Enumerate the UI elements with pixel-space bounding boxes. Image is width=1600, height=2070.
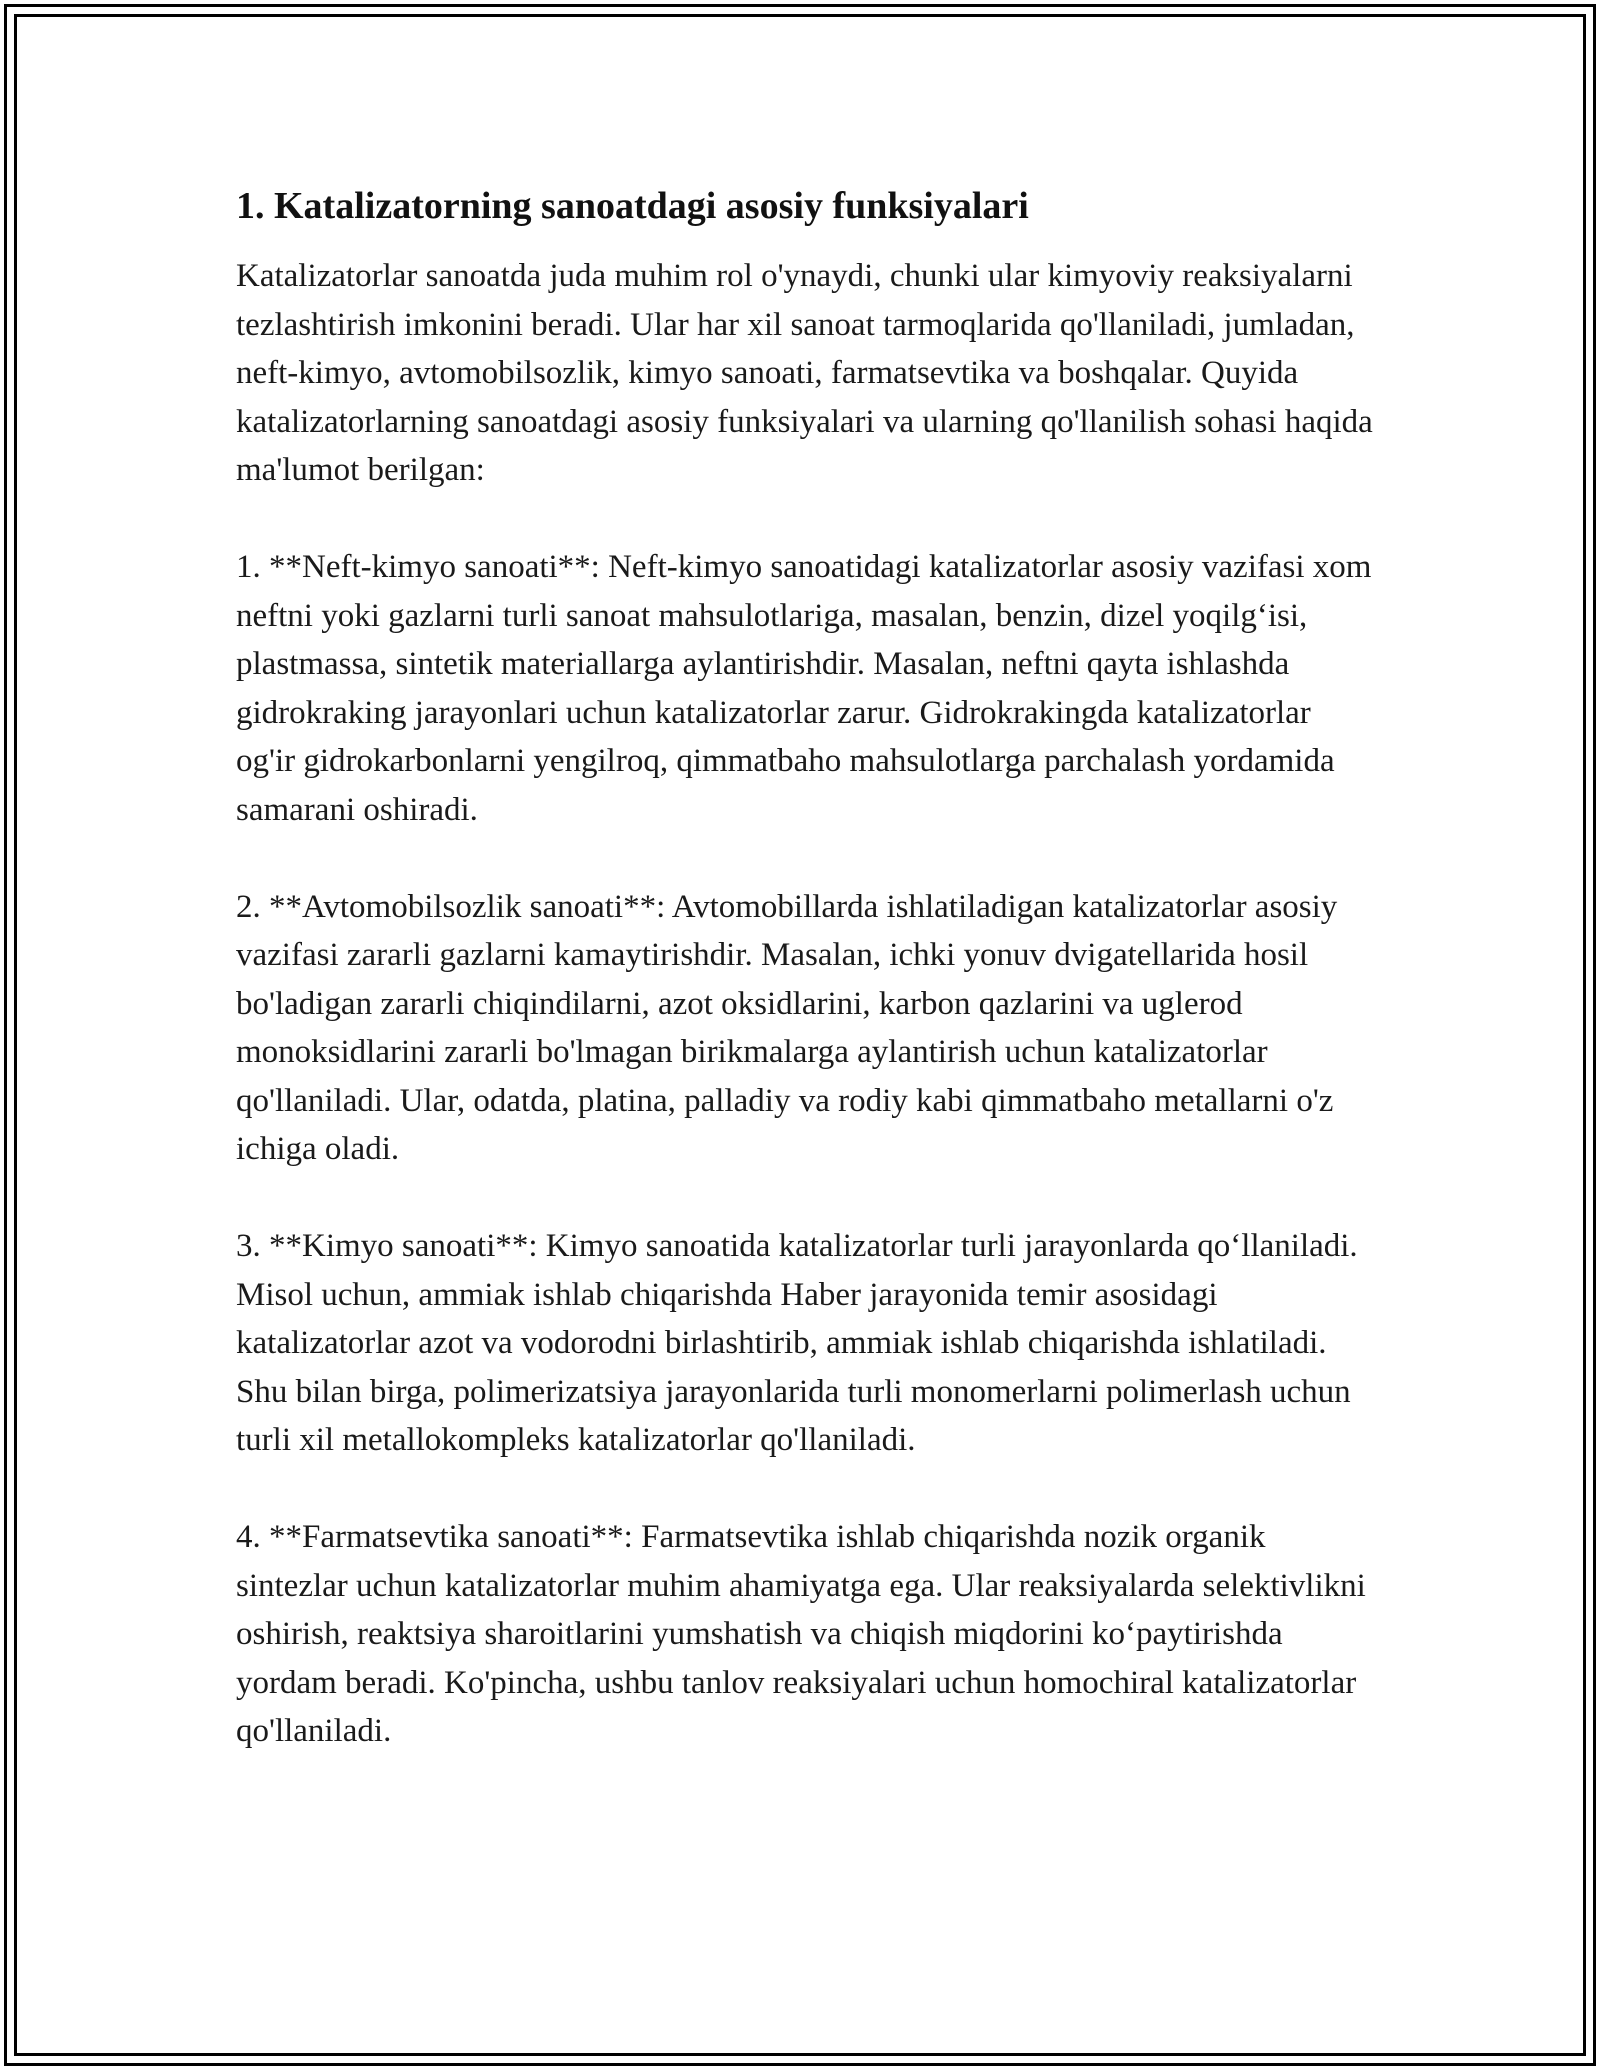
paragraph-chemical: 3. **Kimyo sanoati**: Kimyo sanoatida katalizatorlar turli jarayonlarda qo‘llaniladi. Misol uchun, ammiak ishlab chiqarishda Haber jarayonida temir asosidagi katalizatorlar azot va vodorodni birlashtirib, ammiak ishlab chiqarishda ishlatiladi. Shu bilan birga, polimerizatsiya jarayonlarida turli monomerlarni polimerlash uchun turli xil metallokompleks katalizatorlar qo'llaniladi. bbox=[236, 1228, 1358, 1458]
intro-paragraph: Katalizatorlar sanoatda juda muhim rol o'ynaydi, chunki ular kimyoviy reaksiyalarni tezlashtirish imkonini beradi. Ular har xil sanoat tarmoqlarida qo'llaniladi, jumladan, neft-kimyo, avtomobilsozlik, kimyo sanoati, farmatsevtika va boshqalar. Quyida katalizatorlarning sanoatdagi asosiy funksiyalari va ularning qo'llanilish sohasi haqida ma'lumot berilgan: bbox=[236, 258, 1373, 488]
document-title: 1. Katalizatorning sanoatdagi asosiy funksiyalari bbox=[236, 185, 1029, 227]
paragraph-pharmaceutical: 4. **Farmatsevtika sanoati**: Farmatsevtika ishlab chiqarishda nozik organik sintezlar uchun katalizatorlar muhim ahamiyatga ega. Ular reaksiyalarda selektivlikni oshirish, reaktsiya sharoitlarini yumshatish va chiqish miqdorini ko‘paytirishda yordam beradi. Ko'pincha, ushbu tanlov reaksiyalari uchun homochiral katalizatorlar qo'llaniladi. bbox=[236, 1519, 1366, 1749]
paragraph-automotive: 2. **Avtomobilsozlik sanoati**: Avtomobillarda ishlatiladigan katalizatorlar asosiy vazifasi zararli gazlarni kamaytirishdir. Masalan, ichki yonuv dvigatellarida hosil bo'ladigan zararli chiqindilarni, azot oksidlarini, karbon qazlarini va uglerod monoksidlarini zararli bo'lmagan birikmalarga aylantirish uchun katalizatorlar qo'llaniladi. Ular, odatda, platina, palladiy va rodiy kabi qimmatbaho metallarni o'z ichiga oladi. bbox=[236, 888, 1338, 1167]
document-body bbox=[236, 182, 1376, 1804]
paragraph-petrochemical: 1. **Neft-kimyo sanoati**: Neft-kimyo sanoatidagi katalizatorlar asosiy vazifasi xom neftni yoki gazlarni turli sanoat mahsulotlariga, masalan, benzin, dizel yoqilg‘isi, plastmassa, sintetik materiallarga aylantirishdir. Masalan, neftni qayta ishlashda gidrokraking jarayonlari uchun katalizatorlar zarur. Gidrokrakingda katalizatorlar og'ir gidrokarbonlarni yengilroq, qimmatbaho mahsulotlarga parchalash yordamida samarani oshiradi. bbox=[236, 549, 1372, 828]
